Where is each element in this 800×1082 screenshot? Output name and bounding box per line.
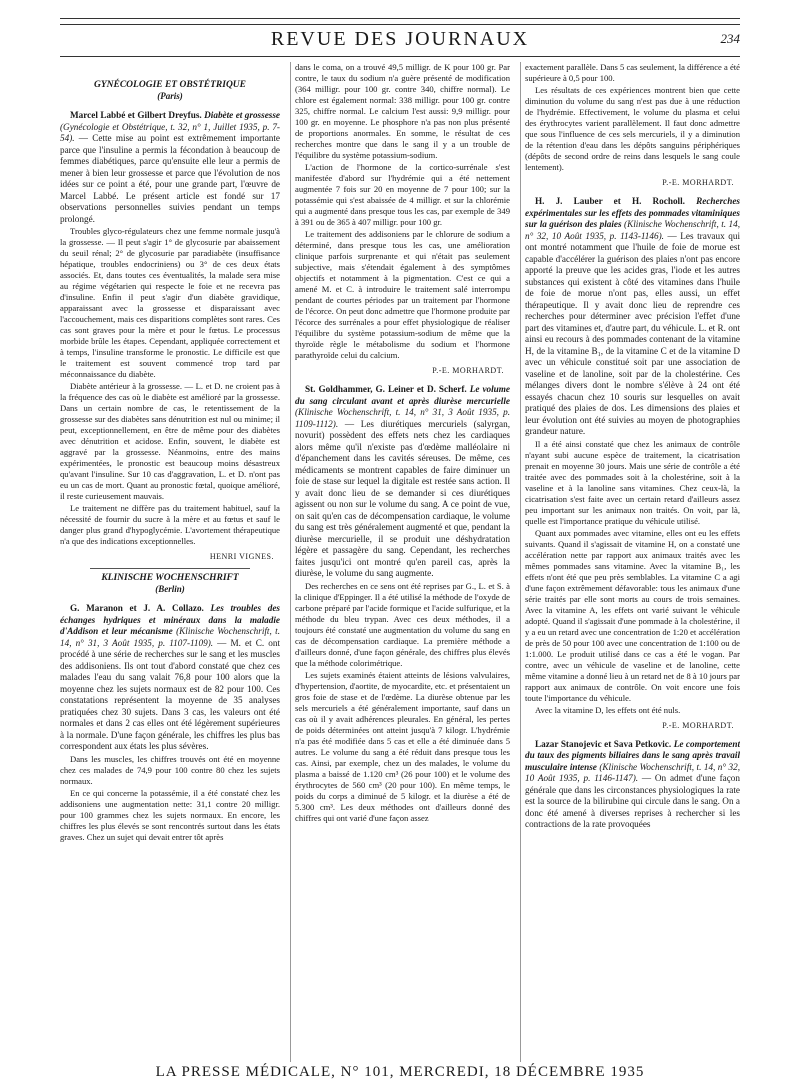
article-title [525,196,740,438]
section-divider [90,568,250,569]
article-paragraph: Avec la vitamine D, les effets ont été nuls. [535,704,681,715]
article-authors: St. Goldhammer, G. Leiner et D. Scherf. [305,384,467,394]
article-title-text: Recherches expérimentales sur les effets des pommades vitaminiques sur la guérison des plaies [525,196,740,229]
page-header [60,28,740,54]
article-lead: — Cette mise au point est extrêmement importante parce que l'insuline a permis la fécondation à beaucoup de femmes diabétiques, parce qu'ensuite elle leur a permis de mener à bien leur grossesse et parce que l'évolution de nos idées sur ce point a été, pour une grande part, l'œuvre de Marcel Labbé. Le présent article est fondé sur 17 observations personnelles suivies pendant un temps prolongé. [60,133,280,224]
article-lead: — Les travaux qui ont montré notamment que l'huile de foie de morue est capable d'accélérer la guérison des plaies n'ont pas encore apporté la preuve que les acides gras, l'iode et les autres substances qui existent à côté des vitamines dans l'huile de foie de morue n'ont pas, elles aussi, un effet thérapeutique. Il y avait donc lieu de reprendre ces recherches pour déterminer avec précision l'effet d'une part des vitamines et, d'autre part, du véhicule. L. et R. ont ainsi eu recours à des pommades contenant de la vitamine H, de la vitamine B₁, de la vitamine C et de la vitamine D avec un véhicule constitué soit par une association de vaseline et de lanoline, soit par de la cholestérine. Ces mélanges divers dont le nombre s'élève à 24 ont été essayés chacun chez 10 souris sur lesquelles on avait pratiqué des plaies de dos. Les dimensions des plaies et leur évolution ont été suivies au moyen de photographies grandeur nature. [525,230,740,436]
article-title [60,110,280,225]
article-title [60,603,280,753]
article-paragraph: Le traitement des addisoniens par le chlorure de sodium a déterminé, dans presque tous les cas, une amélioration clinique parfois surprenante et qui n'était pas seulement subjective, mais s'étendait également à des symptômes objectifs et notamment à la pigmentation. C'est ce qui a amené M. et C. à introduire le traitement salé interrompu pendant de courtes périodes par un traitement par l'hormone de l'écorce. On peut donc admettre que l'hormone produite par l'écorce des surrénales a pour effet physiologique de réaliser l'équilibre du système potassium-sodium de même que la thyroïde règle le métabolisme du sodium et l'hormone parathyroïde celui du calcium. [295,229,510,360]
article-paragraph: Le traitement ne diffère pas du traitement habituel, sauf la nécessité de fournir du sucre à la mère et au fœtus et sauf le danger plus grand d'hypoglycémie. L'avortement thérapeutique n'a que des indications exceptionnelles. [60,503,280,546]
article-title-text: Le comportement du taux des pigments biliaires dans le sang après travail musculaire intense [525,738,740,772]
article-source: (Klinische Wochenschrift, t. 14, n° 32, 10 Août 1935, p. 1146-1147). [525,761,740,783]
section-city: (Berlin) [155,584,185,594]
journal-section-title: REVUE DES JOURNAUX [270,28,530,50]
header-top-rule [60,18,740,19]
article-signature: P.-E. MORHARDT. [662,720,734,730]
article-lead: — M. et C. ont procédé à une série de recherches sur le sang et les muscles des addisoniens. Ils ont tout d'abord constaté que chez ces malades l'eau du sang valait 76,8 pour 100 alors que la moyenne chez les sujets normaux est de 82 pour 100. Ces constatations représentent la moyenne de 35 analyses pratiquées chez 30 sujets. Dans 3 cas, les valeurs ont été normales et dans 2 cas elles ont été légèrement supérieures à la normale. D'une façon générale, les chiffres les plus bas correspondent aux états les plus sévères. [60,637,280,751]
article-title-text: Le volume du sang circulant avant et après diurèse mercurielle [295,384,510,406]
article-paragraph: L'action de l'hormone de la cortico-surrénale s'est manifestée d'abord sur l'hydrémie qui a été nettement augmentée 7 fois sur 20 en moyenne de 7 pour 100; sur la potassémie qui s'est abaissée de 4 milligr. et sur la chlorémie qui a augmenté dans presque tous les cas, par exemple de 349 à 391 ou de 365 à 407 milligr. pour 100 gr. [295,162,510,227]
article-paragraph: exactement parallèle. Dans 5 cas seulement, la différence a été supérieure à 0,5 pour 100. [525,62,740,83]
page-number: 234 [720,31,740,46]
article-authors: G. Maranon et J. A. Collazo. [70,603,204,613]
article-title [295,384,510,580]
article-paragraph: Il a été ainsi constaté que chez les animaux de contrôle n'ayant subi aucune espèce de traitement, la cicatrisation prenait en moyenne 30 jours. Mais une série de contrôle a été traitée avec des pommades soit à la cholestérine, soit à la vaseline et à la lanoline sans vitamines. Chez ceux-là, la cicatrisation s'est faite avec un certain retard d'ailleurs assez peu important sur les animaux non traités. On voit, par là, quelle est l'importance pratique du véhicule utilisé. [525,438,740,526]
page-footer: LA PRESSE MÉDICALE, N° 101, MERCREDI, 18 DÉCEMBRE 1935 [155,1064,645,1080]
article-paragraph: Les résultats de ces expériences montrent bien que cette diminution du volume du sang n'est pas due à une réduction de l'hydrémie. Effectivement, le volume du plasma et celui des érythrocytes varient parallèlement. Il faut donc admettre que sous l'influence de ces sels mercuriels, il y a diminution de la rétention d'eau dans les dépôts sanguins périphériques (dépôts de second ordre de reins dans lesquels le sang coule lentement). [525,85,740,172]
section-heading: GYNÉCOLOGIE ET OBSTÉTRIQUE [93,80,247,90]
article-paragraph: Les sujets examinés étaient atteints de lésions valvulaires, d'hypertension, d'aortite, de myocardite, etc. et présentaient un gros foie de stase et de l'œdème. La diurèse obtenue par les sels mercuriels a été généralement importante, sauf dans un cas où il y avait adhérences pleurales. En général, les pertes de poids déterminées ont atteint jusqu'à 7 kilogr. L'hydrémie n'a pas été modifiée dans 5 cas et elle a été diminuée dans 5 autres. Le volume du sang a été réduit dans presque tous les cas. Ainsi, par exemple, chez un des malades, le volume du plasma a baissé de 1.120 cm³ (26 pour 100) et le volume des érythrocytes de 560 cm³ (20 pour 100). En même temps, le poids du corps a diminué de 5 kilogr. et la diurèse a été de 5.300 cm³. Les deux méthodes ont d'ailleurs donné des chiffres qui ont varié d'une façon assez [295,669,510,823]
article-lead: — On admet d'une façon générale que dans les circonstances physiologiques la rate est la source de la bilirubine qui circule dans le sang. On a donc été amené à diverses reprises à rechercher si les contractions de la rate provoquées [525,773,740,829]
article-signature: P.-E. MORHARDT. [662,178,734,187]
section-heading: KLINISCHE WOCHENSCHRIFT [101,573,239,583]
article-source: (Klinische Wochenschrift, t. 14, n° 31, 3 Août 1935, p. 1109-1112). [295,407,510,429]
article-columns [60,62,740,1062]
article-title-text: Les troubles des échanges hydriques et minéraux dans la maladie d'Addison et leur mécanisme [60,603,280,636]
article-authors: Lazar Stanojevic et Sava Petkovic. [535,738,672,749]
article-paragraph: Des recherches en ce sens ont été reprises par G., L. et S. à la clinique d'Eppinger. Il a été utilisé la méthode de l'oxyde de carbone préparé par l'acide formique et l'acide sulfurique, et la méthode du bleu trypan. Avec ces deux méthodes, il a toujours été constaté une augmentation du volume du sang en cas de décompensation cardiaque. La première méthode a d'ailleurs donné, d'une façon générale, des chiffres plus élevés que la méthode colorimétrique. [295,580,510,668]
column-1 [60,62,280,1062]
article-paragraph: Dans les muscles, les chiffres trouvés ont été en moyenne chez ces malades de 74,9 pour 100 contre 80 chez les sujets normaux. [60,753,280,786]
article-title [525,739,740,831]
article-paragraph: Diabète antérieur à la grossesse. — L. et D. ne croient pas à la fréquence des cas où le diabète est amélioré par la grossesse. Dans un certain nombre de cas, le retentissement de la grossesse sur des diabètes sans dénutrition est nul ou minime; il peut, exceptionnellement, en être de même pour des diabètes avec dénutrition et acidose. Enfin, souvent, le diabète est aggravé par la grossesse. Néanmoins, entre des mains expérimentées, le pronostic est beaucoup moins désastreux qu'avant l'insuline. Sur 10 cas d'aggravation, L. et D. n'ont pas eu un cas de mort. Quant au pronostic fœtal, quoique amélioré, il reste curieusement mauvais. [60,381,280,501]
article-paragraph: Troubles glyco-régulateurs chez une femme normale jusqu'à la grossesse. — Il peut s'agir 1° de glycosurie par abaissement du seuil rénal; 2° de glycosurie par paradiabète (insuffisance hépatique, troubles endocriniens) ou 3° de ces deux états associés. Et, dans toutes ces éventualités, la malade sera mise au régime végétarien qui respecte le foie et ne recevra pas d'insuline. Enfin il peut s'agir d'un diabète gravidique, apparaissant avec la grossesse et disparaissant avec l'accouchement, mais ces disparitions complètes sont rares. Ces cas sont graves pour la mère et pour le fœtus. Le processus morbide brûle les étapes. Cependant, appliquée correctement et à temps, l'insuline transforme le pronostic. Le difficile est que le traitement est souvent commencé trop tard par méconnaissance du diabète. [60,226,280,379]
article-title-text: Diabète et grossesse [204,110,280,120]
header-bottom-rule [60,56,740,57]
article-paragraph: dans le coma, on a trouvé 49,5 milligr. de K pour 100 gr. Par contre, le taux du sodium n'a guère présenté de modification (364 milligr. pour 100 gr. contre 340, chiffre normal). Le chlore est également normal: 338 milligr. pour 100 gr. contre 325, chiffre normal. Le calcium l'est aussi: 9,9 milligr. pour 100 gr. en moyenne. Le phosphore n'a pas non plus présenté de proportions anormales. En somme, le résultat de ces recherches montre que dans le sang il y a un trouble de l'équilibre du système potassium-sodium. [295,62,510,160]
column-2 [290,62,510,1062]
article-authors: H. J. Lauber et H. Rocholl. [535,196,685,206]
article-paragraph: En ce qui concerne la potassémie, il a été constaté chez les addisoniens une augmentation nette: 31,1 contre 20 milligr. pour 100 grammes chez les sujets normaux. En encore, les chiffres les plus élevés se sont rencontrés surtout dans les états graves. Chez un sujet qui devait entrer tôt après [60,787,280,842]
article-source: (Klinische Wochenschrift, t. 14, n° 31, 3 Août 1935, p. 1107-1109). [60,626,280,648]
header-top-rule-inner [60,24,740,25]
article-signature: P.-E. MORHARDT. [432,366,504,375]
article-source: (Gynécologie et Obstétrique, t. 32, n° 1, Juillet 1935, p. 7-54). [60,121,280,143]
section-city: (Paris) [157,91,183,101]
article-source: (Klinische Wochenschrift, t. 14, n° 32, 10 Août 1935, p. 1143-1146). [525,219,740,241]
article-lead: — Les diurétiques mercuriels (salyrgan, novurit) possèdent des effets nets chez les cardiaques alors même qu'il n'existe pas d'œdème malléolaire ni d'épanchement dans les cavités séreuses. De même, ces médicaments se montrent capables de faire diminuer un foie de stase sur lequel la digitale est restée sans action. Il y avait donc lieu de se demander si ces diurétiques agissent ou non sur le volume du sang. A ce point de vue, on sait qu'en cas de décompensation cardiaque, le volume du sang est très généralement augmenté et que, pendant la diurèse mercurielle, il se produit une déshydratation légère et passagère du sang. Cependant, les recherches faites jusqu'ici ont montré qu'en pareil cas, après la diurèse, le volume du sang augmente. [295,418,510,578]
article-signature: HENRI VIGNES. [209,552,274,561]
article-authors: Marcel Labbé et Gilbert Dreyfus. [70,110,202,120]
column-3 [520,62,740,1062]
article-paragraph: Quant aux pommades avec vitamine, elles ont eu les effets suivants. Quand il s'agissait de vitamine H, on a constaté une accélération nette par rapport aux animaux traités avec les mêmes pommades sans vitamine. Avec la vitamine B₁, les effets n'ont été que peu près semblables. La vitamine C a agi d'une façon extrêmement défavorable: tous les animaux d'une série traités par elle sont morts au cours de trois semaines. Avec la vitamine A, les effets ont varié suivant le véhicule adopté. Quand il s'agissait d'une pommade à la cholestérine, il y a eu un retard avec une concentration de 1:20 et accélération de près de 50 pour 100 avec une concentration de 1:100 ou de 1:1.000. Le produit utilisé dans ce cas a été le vogan. Par contre, avec un véhicule de vaseline et de lanoline, cette même vitamine a donné lieu à un retard net de 8 à 10 jours par rapport aux animaux de contrôle. On voit encore une fois toute l'importance du véhicule. [525,527,740,703]
